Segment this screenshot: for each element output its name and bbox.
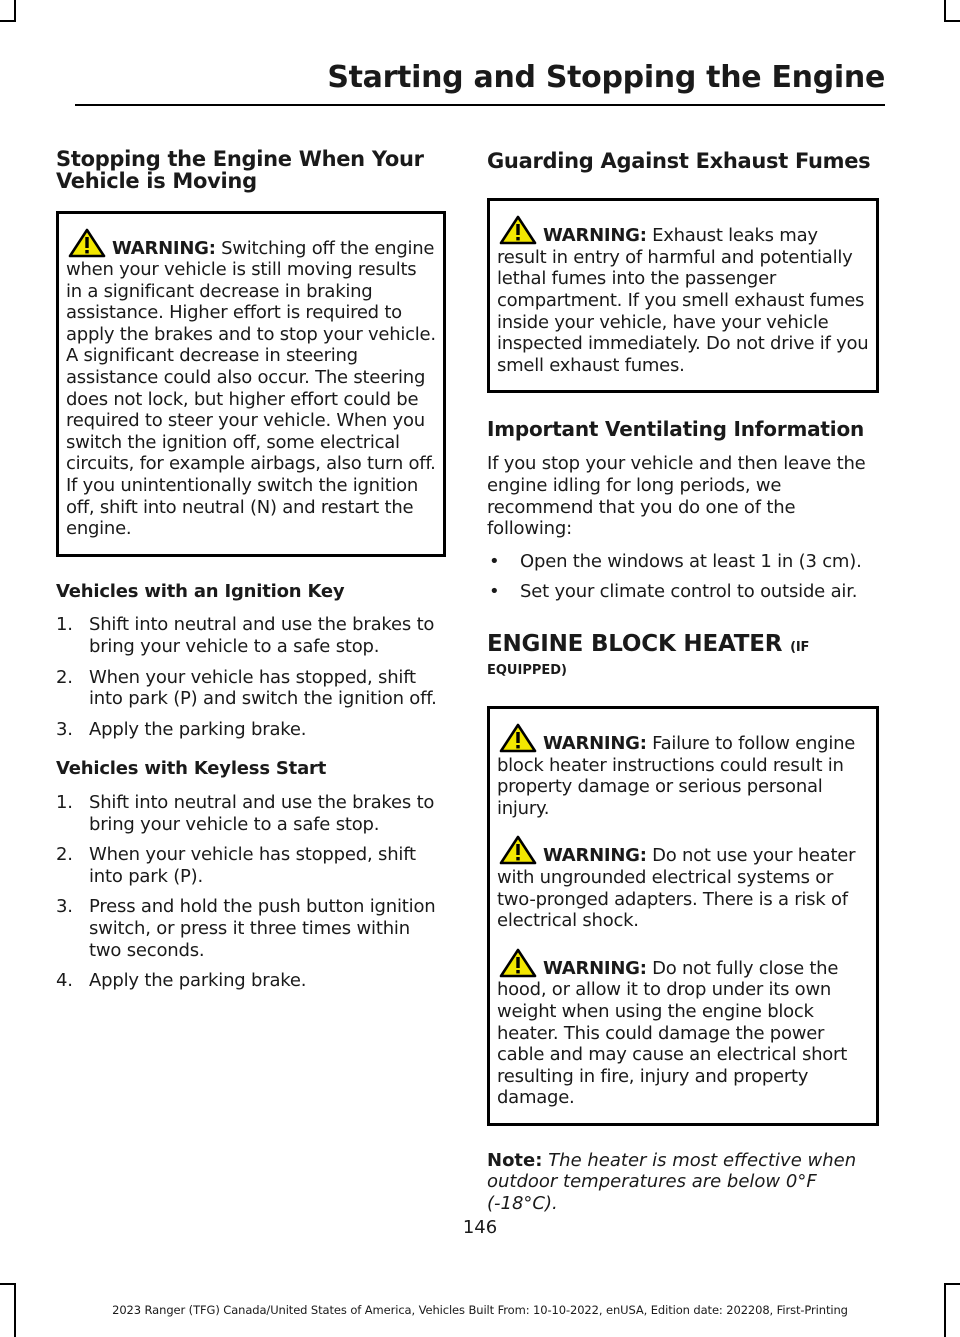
left-column — [56, 148, 446, 1002]
footer-edition-info: 2023 Ranger (TFG) Canada/United States of America, Vehicles Built From: 10-10-2022, enUSA, Edition date: 202208, First-Printing — [112, 1303, 848, 1317]
list-item: 2. When your vehicle has stopped, shift into park (P). — [56, 844, 416, 887]
crop-mark — [0, 1283, 16, 1285]
warning-text — [66, 228, 436, 540]
warning-text: WARNING: Do not use your heater with ungrounded electrical systems or two-pronged adapters. There is a risk of electrical shock. — [497, 835, 869, 931]
ignition-key-steps — [56, 614, 446, 740]
list-item: 3. Press and hold the push button ignition switch, or press it three times within two seconds. — [56, 896, 436, 961]
ventilating-intro: If you stop your vehicle and then leave the engine idling for long periods, we recommend that you do one of the following: — [487, 453, 866, 540]
page-number: 146 — [462, 1217, 498, 1238]
crop-mark — [944, 20, 960, 22]
ventilating-bullets — [487, 551, 879, 603]
note-text: The heater is most effective when outdoor temperatures are below 0°F (-18°C). — [487, 1149, 857, 1215]
page-title: Starting and Stopping the Engine — [327, 60, 885, 95]
subheading-ventilating: Important Ventilating Information — [487, 417, 865, 442]
list-item: 4. Apply the parking brake. — [56, 970, 307, 992]
crop-mark — [0, 20, 16, 22]
right-column — [487, 148, 879, 1226]
note-label: Note: — [487, 1149, 543, 1171]
list-item: 1. Shift into neutral and use the brakes to bring your vehicle to a safe stop. — [56, 791, 435, 835]
warning-triangle-icon — [499, 723, 537, 753]
list-item: 2. When your vehicle has stopped, shift into park (P) and switch the ignition off. — [56, 666, 437, 710]
note — [487, 1150, 879, 1215]
warning-label: WARNING: — [543, 225, 647, 247]
section-heading-stopping: Stopping the Engine When Your Vehicle is Moving — [56, 147, 424, 194]
warning-box-heater — [487, 706, 879, 1126]
list-item: • Open the windows at least 1 in (3 cm). — [489, 550, 862, 572]
warning-text — [497, 215, 869, 376]
warning-triangle-icon — [68, 228, 106, 258]
subheading-keyless-start: Vehicles with Keyless Start — [56, 758, 327, 780]
warning-text: WARNING: Failure to follow engine block heater instructions could result in property damage or serious personal injury. — [497, 723, 869, 819]
section-heading-exhaust: Guarding Against Exhaust Fumes — [487, 149, 871, 173]
heater-suffix: (IF — [790, 639, 810, 655]
keyless-start-steps — [56, 792, 446, 992]
warning-triangle-icon — [499, 835, 537, 865]
warning-triangle-icon — [499, 948, 537, 978]
subheading-ignition-key: Vehicles with an Ignition Key — [56, 580, 345, 602]
crop-mark — [944, 0, 946, 20]
warning-box — [56, 211, 446, 557]
list-item: • Set your climate control to outside air. — [489, 581, 858, 603]
header-divider — [75, 104, 885, 106]
list-item: 1. Shift into neutral and use the brakes to bring your vehicle to a safe stop. — [56, 614, 435, 657]
list-item: 3. Apply the parking brake. — [56, 718, 307, 740]
heater-suffix-continued: EQUIPPED) — [487, 662, 567, 678]
crop-mark — [944, 1283, 960, 1285]
warning-triangle-icon — [499, 215, 537, 245]
warning-label: WARNING: — [112, 237, 216, 259]
warning-box — [487, 198, 879, 393]
warning-body: Switching off the engine when your vehicle is still moving results in a significant decrease in braking assistance. Higher effort is required to apply the brakes and to stop your vehicle. A significant decrease in steering assistance could also occur. The steering does not lock, but higher effort could be required to steer your vehicle. When you switch the ignition off, some electrical circuits, for example airbags, also turn off. If you unintentionally switch the ignition off, shift into neutral (N) and restart the engine. — [66, 237, 436, 540]
section-heading-block-heater: ENGINE BLOCK HEATER (IF — [487, 630, 810, 657]
warning-body: Exhaust leaks may result in entry of harmful and potentially lethal fumes into the passenger compartment. If you smell exhaust fumes inside your vehicle, have your vehicle inspected immediately. Do not drive if you smell exhaust fumes. — [497, 225, 869, 376]
warning-text: WARNING: Do not fully close the hood, or allow it to drop under its own weight when using the engine block heater. This could damage the power cable and may cause an electrical short resulting in fire, injury and property damage. — [497, 948, 869, 1109]
crop-mark — [14, 0, 16, 20]
